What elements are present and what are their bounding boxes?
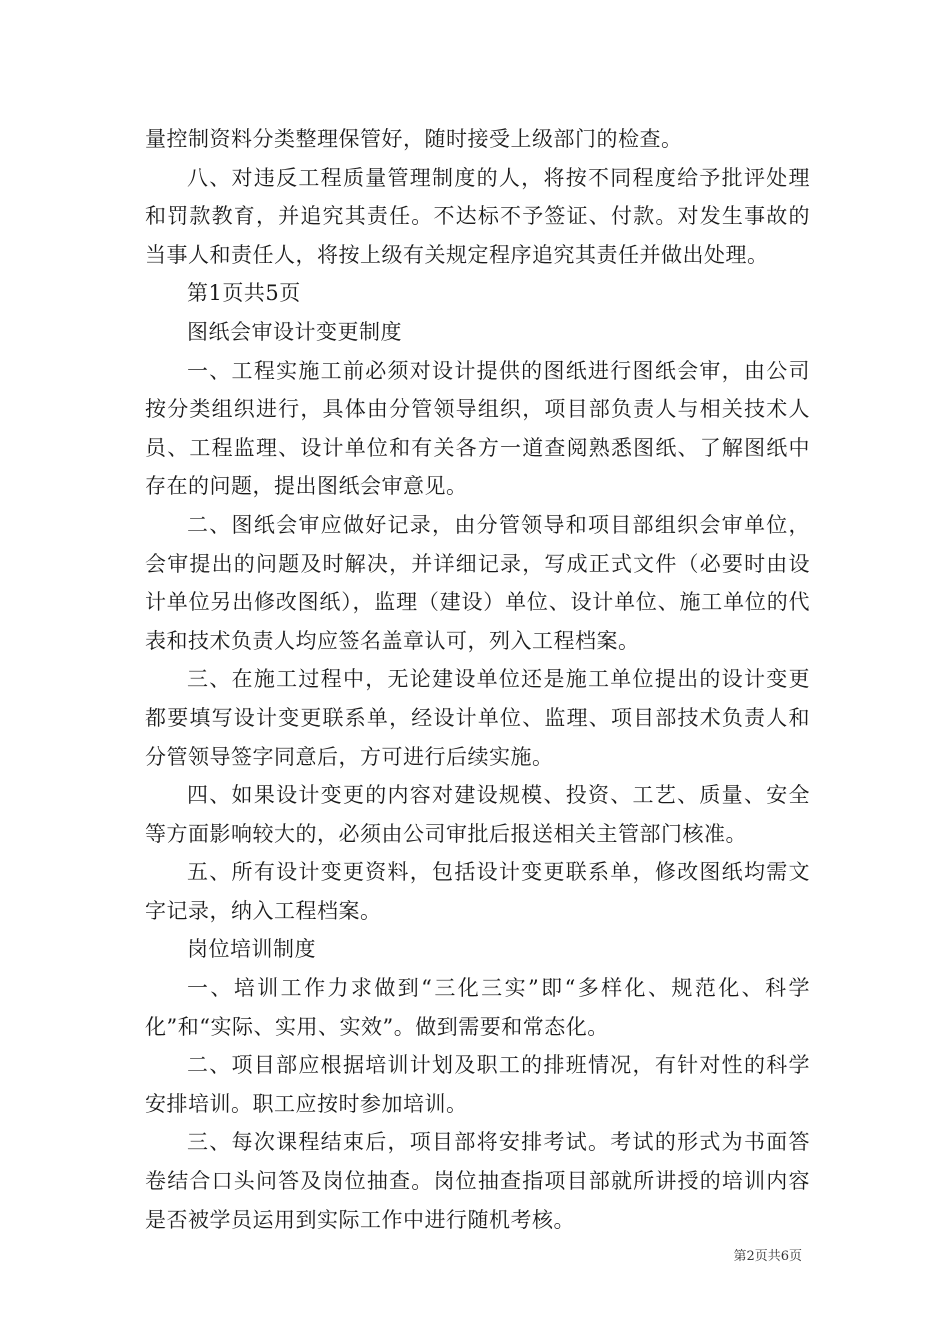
- paragraph: 量控制资料分类整理保管好，随时接受上级部门的检查。: [145, 127, 683, 151]
- document-body: [145, 120, 810, 1239]
- page-marker-text: 第1页共5页: [187, 281, 301, 306]
- section-heading: 岗位培训制度: [187, 937, 316, 962]
- paragraph: 八、对违反工程质量管理制度的人，将按不同程度给予批评处理和罚款教育，并追究其责任。不达标不予签证、付款。对发生事故的当事人和责任人，将按上级有关规定程序追究其责任并做出处理。: [145, 165, 810, 267]
- paragraph: 五、所有设计变更资料，包括设计变更联系单，修改图纸均需文字记录，纳入工程档案。: [145, 860, 810, 923]
- paragraph: 一、培训工作力求做到“三化三实”即“多样化、规范化、科学化”和“实际、实用、实效”。做到需要和常态化。: [145, 976, 810, 1039]
- paragraph: 二、图纸会审应做好记录，由分管领导和项目部组织会审单位，会审提出的问题及时解决，并详细记录，写成正式文件（必要时由设计单位另出修改图纸），监理（建设）单位、设计单位、施工单位的代表和技术负责人均应签名盖章认可，列入工程档案。: [145, 512, 810, 653]
- section-heading: 图纸会审设计变更制度: [187, 319, 402, 344]
- paragraph: 一、工程实施工前必须对设计提供的图纸进行图纸会审，由公司按分类组织进行，具体由分管领导组织，项目部负责人与相关技术人员、工程监理、设计单位和有关各方一道查阅熟悉图纸、了解图纸中存在的问题，提出图纸会审意见。: [145, 358, 810, 499]
- page-number-footer: 第2页共6页: [733, 1249, 802, 1264]
- paragraph: 四、如果设计变更的内容对建设规模、投资、工艺、质量、安全等方面影响较大的，必须由公司审批后报送相关主管部门核准。: [145, 783, 810, 846]
- paragraph: 三、在施工过程中，无论建设单位还是施工单位提出的设计变更都要填写设计变更联系单，经设计单位、监理、项目部技术负责人和分管领导签字同意后，方可进行后续实施。: [145, 667, 810, 769]
- paragraph: 二、项目部应根据培训计划及职工的排班情况，有针对性的科学安排培训。职工应按时参加培训。: [145, 1053, 810, 1116]
- paragraph: 三、每次课程结束后，项目部将安排考试。考试的形式为书面答卷结合口头问答及岗位抽查。岗位抽查指项目部就所讲授的培训内容是否被学员运用到实际工作中进行随机考核。: [145, 1130, 810, 1232]
